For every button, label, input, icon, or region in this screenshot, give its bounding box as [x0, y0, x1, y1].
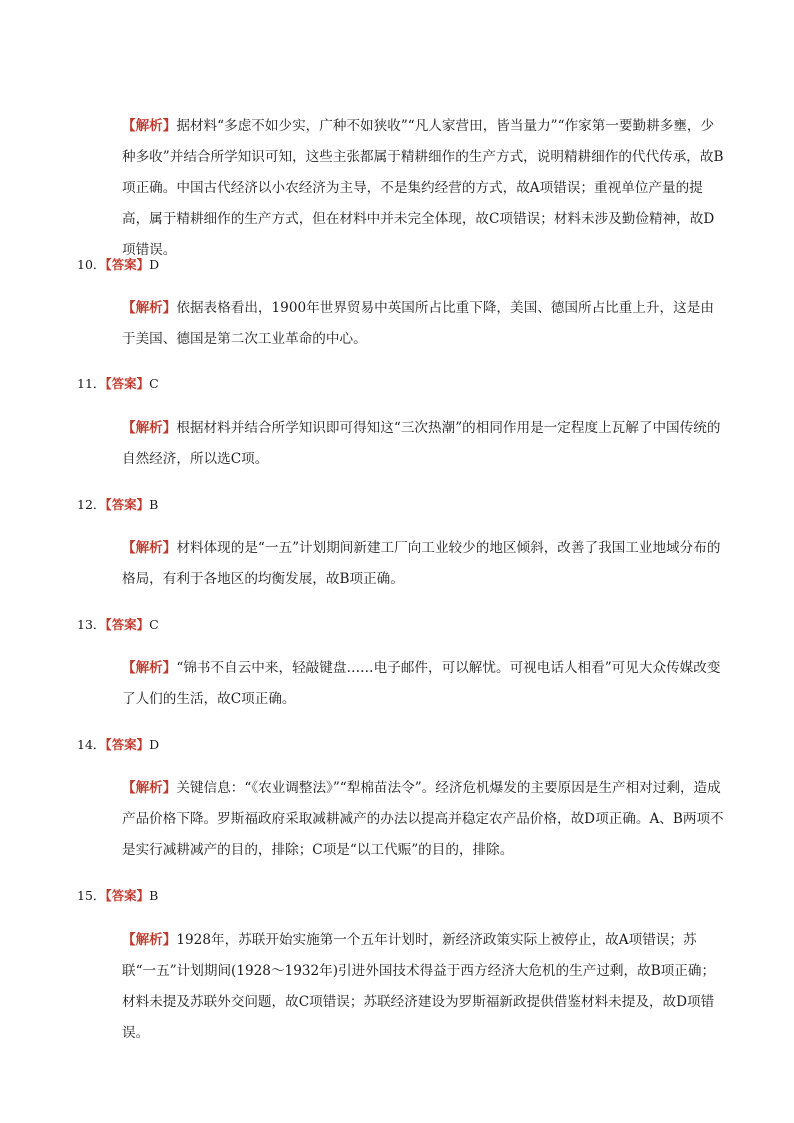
answer-tag: 【答案】	[105, 257, 150, 272]
explanation-tag: 【解析】	[122, 932, 177, 948]
explanation-tag: 【解析】	[122, 780, 177, 796]
answer-value: B	[149, 888, 159, 903]
answer-tag: 【答案】	[105, 888, 150, 903]
answer-line-13	[77, 615, 159, 635]
answer-value: D	[149, 737, 160, 752]
question-number: 10．	[77, 257, 106, 272]
explanation-paragraph	[100, 293, 726, 355]
question-number: 15．	[77, 888, 106, 903]
answer-tag: 【答案】	[105, 376, 150, 391]
explanation-tag: 【解析】	[122, 540, 177, 556]
answer-line-11	[77, 374, 159, 394]
question-number: 14．	[77, 737, 106, 752]
answer-row	[77, 615, 159, 635]
explanation-paragraph	[100, 773, 726, 866]
explanation-block-12	[100, 533, 726, 595]
explanation-paragraph	[100, 111, 726, 266]
explanation-tag: 【解析】	[122, 420, 177, 436]
answer-value: C	[149, 376, 159, 391]
question-number: 11．	[77, 376, 106, 391]
explanation-text: 1928年，苏联开始实施第一个五年计划时，新经济政策实际上被停止，故A项错误；苏联“一五”计划期间(1928～1932年)引进外国技术得益于西方经济大危机的生产过剩，故B项正确；材料未提及苏联外交问题，故C项错误；苏联经济建设为罗斯福新政提供借鉴材料未提及，故D项错误。	[122, 932, 716, 1041]
explanation-tag: 【解析】	[122, 660, 177, 676]
explanation-text: 材料体现的是“一五”计划期间新建工厂向工业较少的地区倾斜，改善了我国工业地域分布的格局，有利于各地区的均衡发展，故B项正确。	[122, 540, 721, 587]
explanation-text: 根据材料并结合所学知识即可得知这“三次热潮”的相同作用是一定程度上瓦解了中国传统的自然经济，所以选C项。	[122, 420, 721, 467]
explanation-block-15	[100, 925, 726, 1049]
answer-line-14	[77, 735, 159, 755]
explanation-paragraph	[100, 653, 726, 715]
explanation-tag: 【解析】	[122, 300, 177, 316]
answer-line-10	[77, 255, 159, 275]
explanation-text: 据材料“多虑不如少实，广种不如狭收”“凡人家营田，皆当量力”“作家第一要勤耕多壅，少种多收”并结合所学知识可知，这些主张都属于精耕细作的生产方式，说明精耕细作的代代传承，故B项正确。中国古代经济以小农经济为主导，不是集约经营的方式，故A项错误；重视单位产量的提高，属于精耕细作的生产方式，但在材料中并未完全体现，故C项错误；材料未涉及勤俭精神，故D项错误。	[122, 118, 724, 258]
explanation-paragraph	[100, 925, 726, 1049]
answer-tag: 【答案】	[105, 737, 150, 752]
answer-tag: 【答案】	[105, 617, 150, 632]
question-number: 12．	[77, 497, 106, 512]
explanation-text: 关键信息：“《农业调整法》”“犁棉苗法令”。经济危机爆发的主要原因是生产相对过剩，造成产品价格下降。罗斯福政府采取减耕减产的办法以提高并稳定农产品价格，故D项正确。A、B两项不是实行减耕减产的目的，排除；C项是“以工代赈”的目的，排除。	[122, 780, 724, 858]
answer-tag: 【答案】	[105, 497, 150, 512]
explanation-block-11	[100, 413, 726, 475]
explanation-block-14	[100, 773, 726, 866]
answer-value: C	[149, 617, 159, 632]
explanation-paragraph	[100, 413, 726, 475]
answer-value: D	[149, 257, 160, 272]
answer-value: B	[149, 497, 159, 512]
explanation-tag: 【解析】	[122, 118, 177, 134]
answer-row	[77, 886, 158, 906]
answer-line-15	[77, 886, 158, 906]
answer-line-12	[77, 495, 158, 515]
answer-row	[77, 374, 159, 394]
explanation-text: 依据表格看出，1900年世界贸易中英国所占比重下降，美国、德国所占比重上升，这是由于美国、德国是第二次工业革命的中心。	[122, 300, 714, 347]
explanation-block-13	[100, 653, 726, 715]
explanation-block-9	[100, 111, 726, 266]
explanation-text: “锦书不自云中来，轻敲键盘……电子邮件，可以解忧。可视电话人相看”可见大众传媒改变了人们的生活，故C项正确。	[122, 660, 721, 707]
answer-row	[77, 255, 159, 275]
answer-row	[77, 735, 159, 755]
explanation-paragraph	[100, 533, 726, 595]
answer-row	[77, 495, 158, 515]
explanation-block-10	[100, 293, 726, 355]
question-number: 13．	[77, 617, 106, 632]
